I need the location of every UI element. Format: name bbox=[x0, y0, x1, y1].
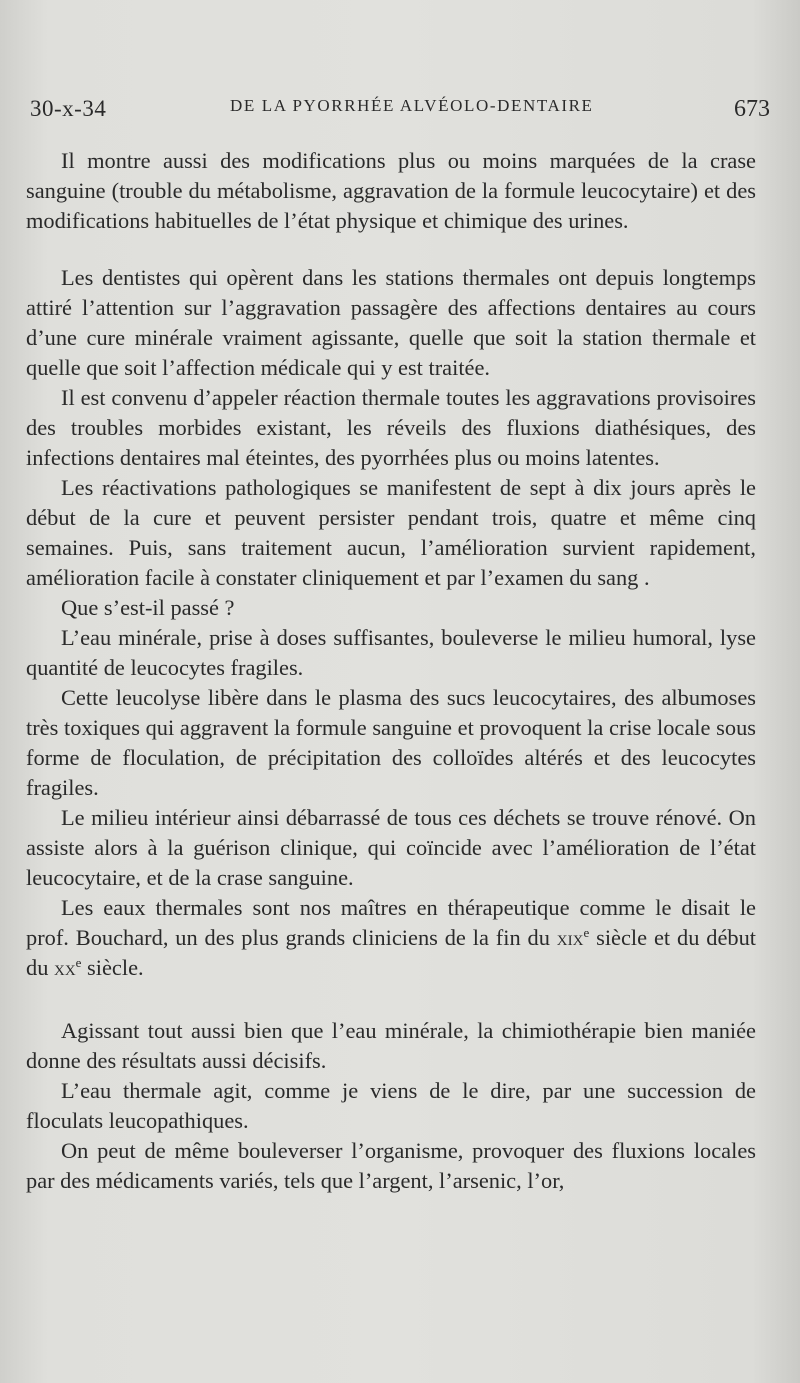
paragraph: On peut de même bouleverser l’organisme, provoquer des fluxions locales par des médicaments variés, tels que l’argent, l’arsenic, l’or, bbox=[26, 1138, 756, 1193]
century-numeral: xx bbox=[54, 956, 76, 980]
superscript: e bbox=[75, 955, 82, 970]
paragraph: Cette leucolyse libère dans le plasma des sucs leucocytaires, des albumoses très toxiques qui aggravent la formule sanguine et provoquent la crise locale sous forme de floculation, de précipitation des colloïdes altérés et des leucocytes fragiles. bbox=[26, 685, 756, 800]
paragraph-text: Les eaux thermales sont nos maîtres en thérapeutique comme le disait le prof. Bouchard, un des plus grands cliniciens de la fin du bbox=[26, 895, 756, 950]
paragraph bbox=[26, 893, 756, 983]
body-text bbox=[26, 146, 756, 1196]
paragraph: Les dentistes qui opèrent dans les stations thermales ont depuis longtemps attiré l’attention sur l’aggravation passagère des affections dentaires au cours d’une cure minérale vraiment agissante, quelle que soit la station thermale et quelle que soit l’affection médicale qui y est traitée. bbox=[26, 265, 756, 380]
date-code: 30-x-34 bbox=[30, 96, 107, 121]
paragraph: Agissant tout aussi bien que l’eau minérale, la chimiothérapie bien maniée donne des résultats aussi décisifs. bbox=[26, 1018, 756, 1073]
page-number: 673 bbox=[734, 96, 770, 122]
paragraph: L’eau thermale agit, comme je viens de le dire, par une succession de floculats leucopathiques. bbox=[26, 1078, 756, 1133]
superscript: e bbox=[583, 925, 590, 940]
century-numeral: xix bbox=[556, 926, 584, 950]
paragraph-text: siècle. bbox=[81, 955, 144, 980]
paragraph: Le milieu intérieur ainsi débarrassé de tous ces déchets se trouve rénové. On assiste alors à la guérison clinique, qui coïncide avec l’amélioration de l’état leucocytaire, et de la crase sanguine. bbox=[26, 805, 756, 890]
paragraph: Que s’est-il passé ? bbox=[61, 595, 235, 620]
paragraph: L’eau minérale, prise à doses suffisantes, bouleverse le milieu humoral, lyse quantité de leucocytes fragiles. bbox=[26, 625, 756, 680]
paragraph-text: siècle et du début du bbox=[26, 925, 757, 980]
page-header bbox=[30, 96, 770, 126]
paragraph: Les réactivations pathologiques se manifestent de sept à dix jours après le début de la cure et peuvent persister pendant trois, quatre et même cinq semaines. Puis, sans traitement aucun, l’amélioration survient rapidement, amélioration facile à constater cliniquement et par l’examen du sang . bbox=[26, 475, 756, 590]
paragraph: Il montre aussi des modifications plus ou moins marquées de la crase sanguine (trouble du métabolisme, aggravation de la formule leucocytaire) et des modifications habituelles de l’état physique et chimique des urines. bbox=[26, 148, 756, 233]
running-title: DE LA PYORRHÉE ALVÉOLO-DENTAIRE bbox=[230, 96, 594, 115]
paragraph: Il est convenu d’appeler réaction thermale toutes les aggravations provisoires des troubles morbides existant, les réveils des fluxions diathésiques, des infections dentaires mal éteintes, des pyorrhées plus ou moins latentes. bbox=[26, 385, 756, 470]
